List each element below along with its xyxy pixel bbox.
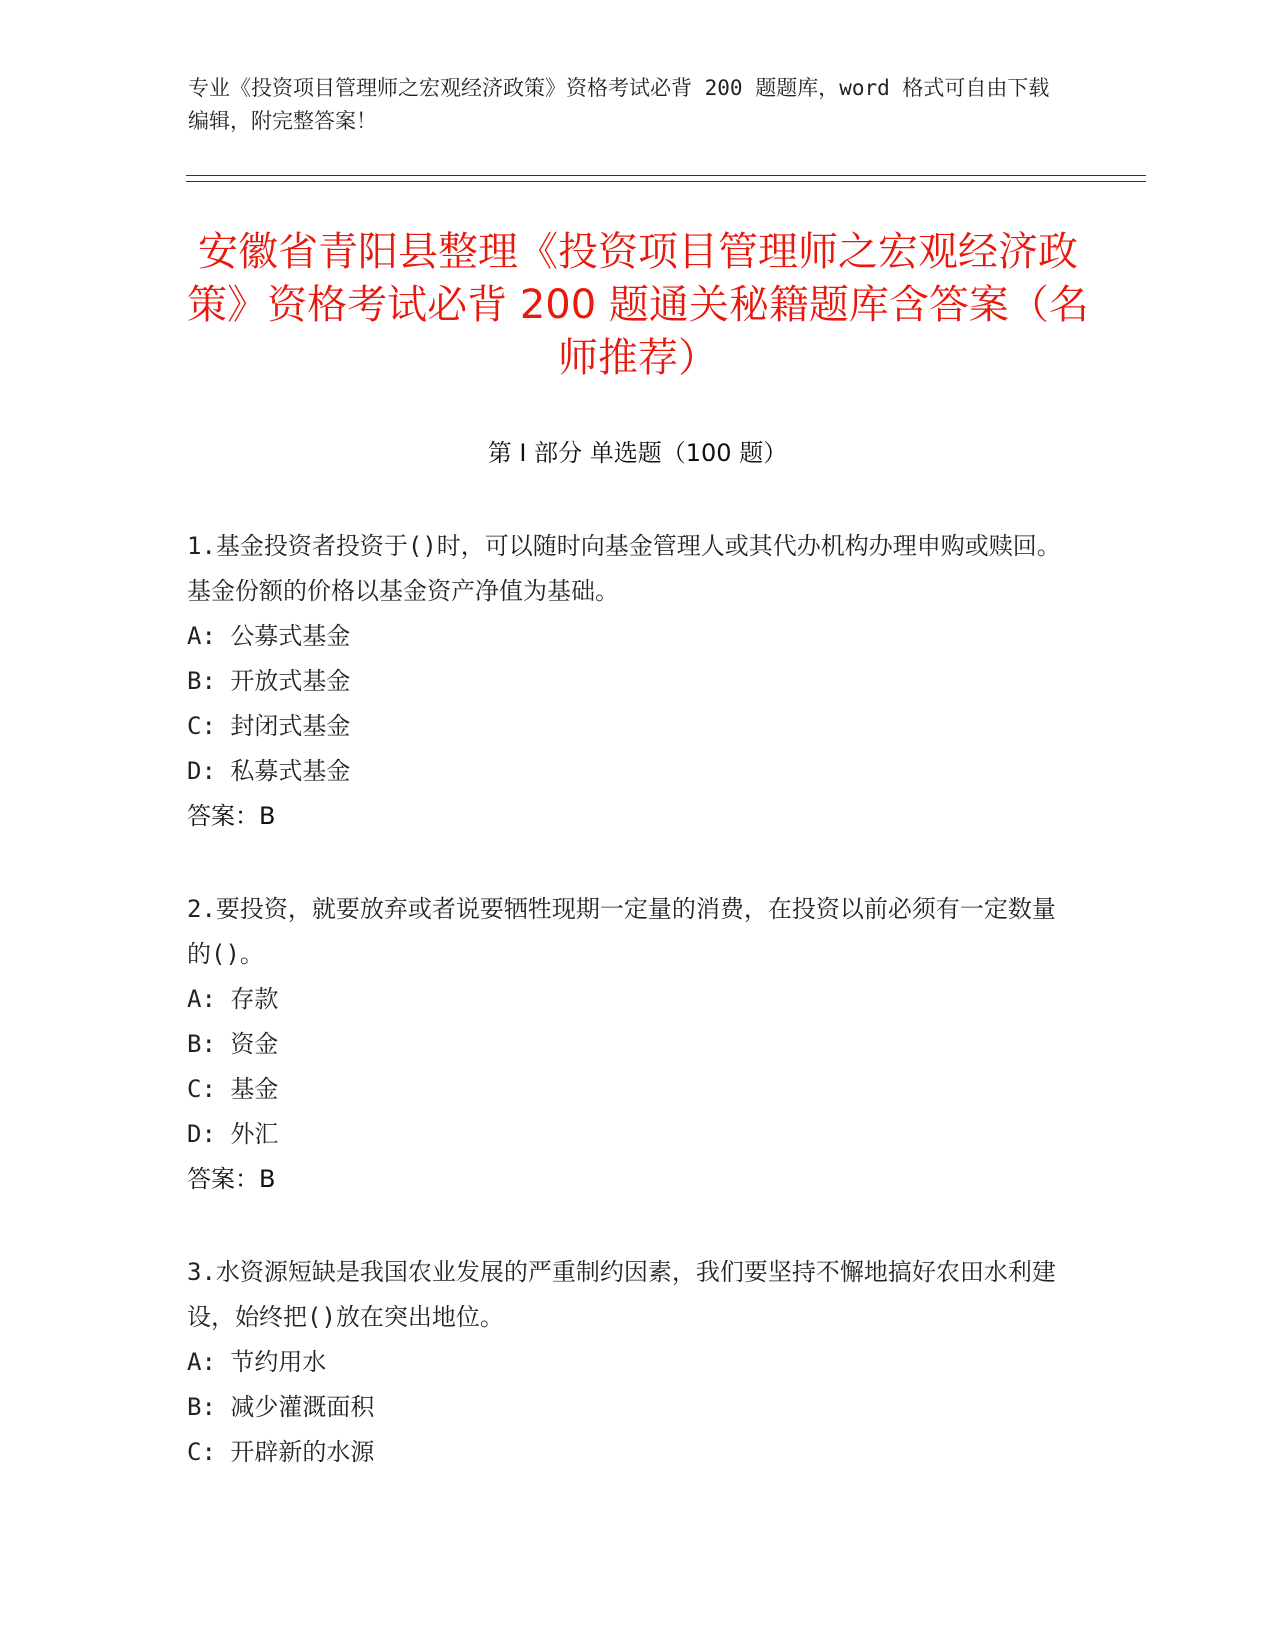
- option-a: A: 节约用水: [187, 1348, 327, 1376]
- header-divider-top: [186, 175, 1146, 176]
- question-item: [187, 887, 1067, 1202]
- answer-line: 答案：B: [187, 802, 276, 830]
- option-d: D: 外汇: [187, 1120, 279, 1148]
- question-stem: 2.要投资，就要放弃或者说要牺牲现期一定量的消费，在投资以前必须有一定数量的()。: [187, 895, 1056, 968]
- question-item: [187, 524, 1067, 839]
- header-divider-bottom: [186, 181, 1146, 182]
- option-a: A: 存款: [187, 985, 279, 1013]
- answer-line: 答案：B: [187, 1165, 276, 1193]
- option-b: B: 资金: [187, 1030, 279, 1058]
- option-c: C: 开辟新的水源: [187, 1438, 375, 1466]
- question-list: [187, 524, 1067, 1523]
- option-b: B: 开放式基金: [187, 667, 351, 695]
- option-d: D: 私募式基金: [187, 757, 351, 785]
- section-title: 第 I 部分 单选题（100 题）: [487, 439, 788, 467]
- question-item: [187, 1250, 1067, 1475]
- option-a: A: 公募式基金: [187, 622, 351, 650]
- header-note: 专业《投资项目管理师之宏观经济政策》资格考试必背 200 题题库，word 格式可自由下载编辑，附完整答案！: [188, 76, 1050, 133]
- option-b: B: 减少灌溉面积: [187, 1393, 375, 1421]
- option-c: C: 基金: [187, 1075, 279, 1103]
- document-title: 安徽省青阳县整理《投资项目管理师之宏观经济政策》资格考试必背 200 题通关秘籍题库含答案（名师推荐）: [187, 229, 1089, 381]
- option-c: C: 封闭式基金: [187, 712, 351, 740]
- question-stem: 3.水资源短缺是我国农业发展的严重制约因素，我们要坚持不懈地搞好农田水利建设，始终把()放在突出地位。: [187, 1258, 1056, 1331]
- question-stem: 1.基金投资者投资于()时，可以随时向基金管理人或其代办机构办理申购或赎回。基金份额的价格以基金资产净值为基础。: [187, 532, 1061, 605]
